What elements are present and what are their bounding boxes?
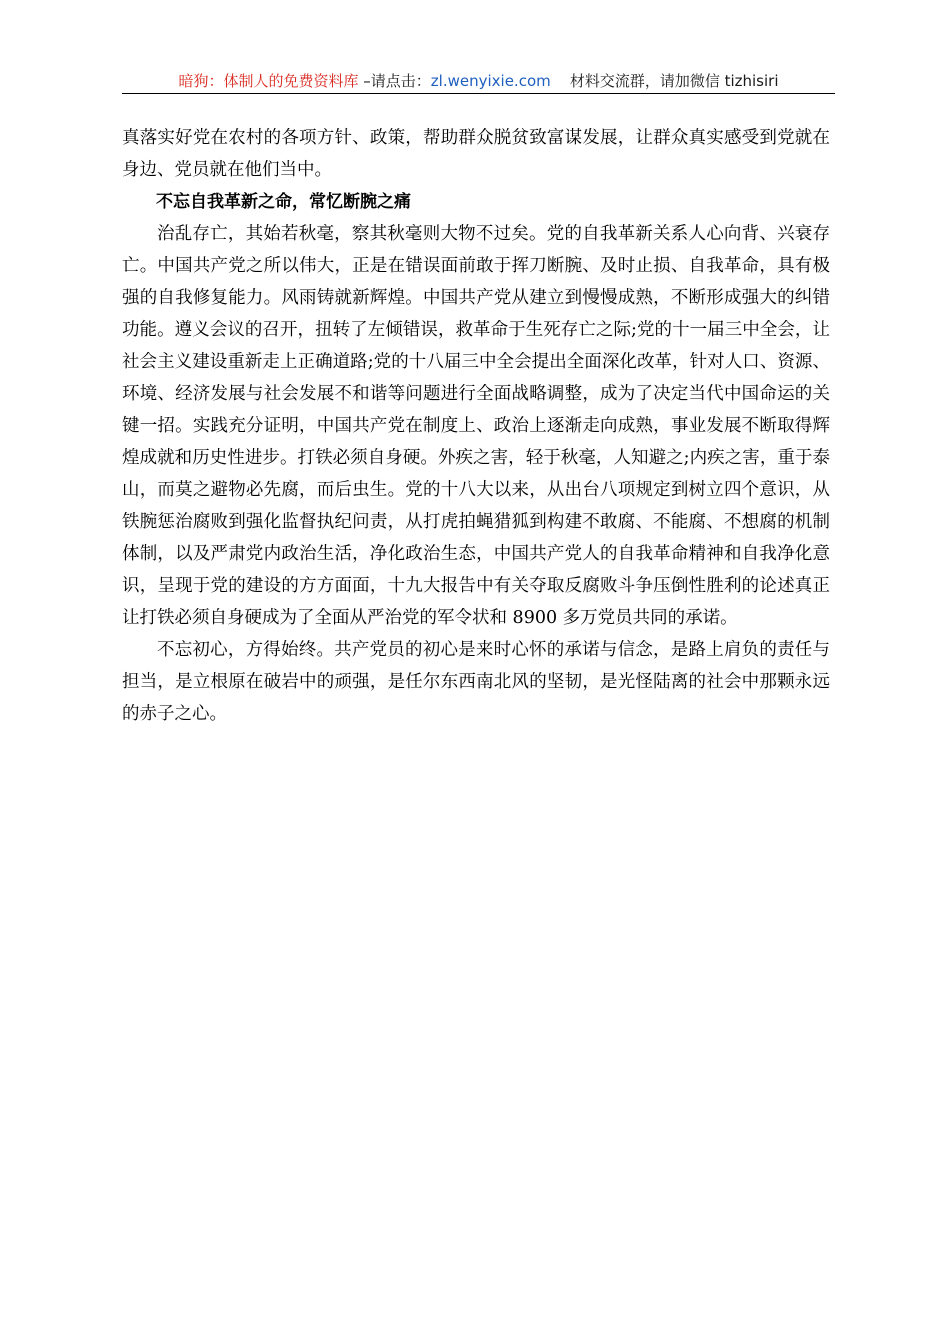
page-header [122,70,835,92]
document-body [122,122,830,730]
section-heading: 不忘自我革新之命，常忆断腕之痛 [156,192,411,212]
header-link[interactable]: zl.wenyixie.com [430,72,551,90]
paragraph-self-revolution: 治乱存亡，其始若秋毫，察其秋毫则大物不过矣。党的自我革新关系人心向背、兴衰存亡。中国共产党之所以伟大，正是在错误面前敢于挥刀断腕、及时止损、自我革命，具有极强的自我修复能力。风雨铸就新辉煌。中国共产党从建立到慢慢成熟，不断形成强大的纠错功能。遵义会议的召开，扭转了左倾错误，救革命于生死存亡之际;党的十一届三中全会，让社会主义建设重新走上正确道路;党的十八届三中全会提出全面深化改革，针对人口、资源、环境、经济发展与社会发展不和谐等问题进行全面战略调整，成为了决定当代中国命运的关键一招。实践充分证明，中国共产党在制度上、政治上逐渐走向成熟，事业发展不断取得辉煌成就和历史性进步。打铁必须自身硬。外疾之害，轻于秋毫，人知避之;内疾之害，重于泰山，而莫之避物必先腐，而后虫生。党的十八大以来，从出台八项规定到树立四个意识，从铁腕惩治腐败到强化监督执纪问责，从打虎拍蝇猎狐到构建不敢腐、不能腐、不想腐的机制体制，以及严肃党内政治生活，净化政治生态，中国共产党人的自我革命精神和自我净化意识，呈现于党的建设的方方面面，十九大报告中有关夺取反腐败斗争压倒性胜利的论述真正让打铁必须自身硬成为了全面从严治党的军令状和 8900 多万党员共同的承诺。 [122,224,830,628]
header-prompt: –请点击： [358,72,431,90]
paragraph-continuation: 真落实好党在农村的各项方针、政策，帮助群众脱贫致富谋发展，让群众真实感受到党就在身边、党员就在他们当中。 [122,128,830,180]
header-brand: 暗狗：体制人的免费资料库 [178,72,359,90]
header-spacer [551,72,570,90]
paragraph-original-aspiration: 不忘初心，方得始终。共产党员的初心是来时心怀的承诺与信念，是路上肩负的责任与担当，是立根原在破岩中的顽强，是任尔东西南北风的坚韧，是光怪陆离的社会中那颗永远的赤子之心。 [122,640,830,724]
header-group-note: 材料交流群，请加微信 tizhisiri [569,72,779,90]
header-divider [122,93,835,94]
